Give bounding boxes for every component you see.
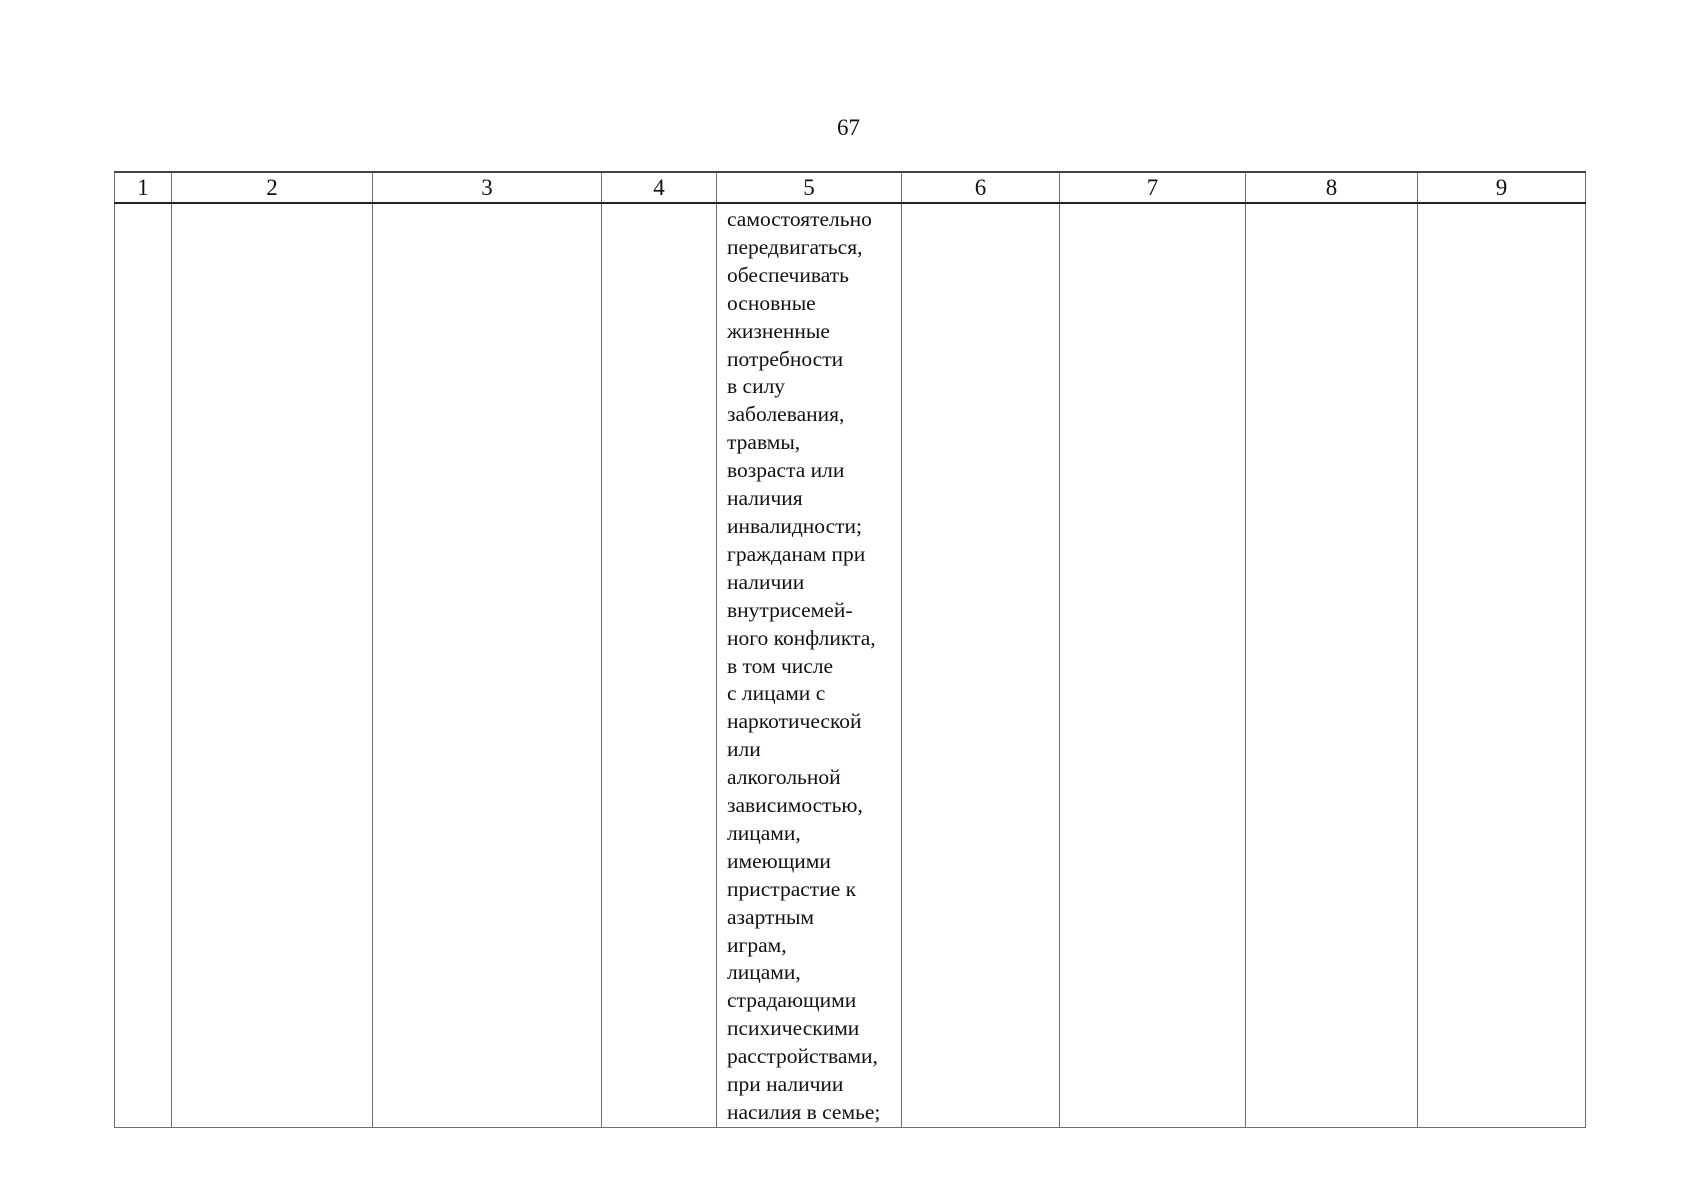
cell-text-line: психическими <box>727 1016 860 1041</box>
cell-text-line: травмы, <box>727 430 801 455</box>
cell-text-line: обеспечивать <box>727 262 849 287</box>
cell-text-line: азартным <box>727 904 814 929</box>
cell-text-line: инвалидности; <box>727 513 862 538</box>
cell-col-9 <box>1418 203 1586 1127</box>
cell-col-3 <box>373 203 602 1127</box>
cell-text-line: в силу <box>727 374 786 399</box>
cell-text-line: пристрастие к <box>727 876 857 901</box>
cell-text-line: наличия <box>727 486 803 511</box>
column-header-4: 4 <box>602 172 717 203</box>
cell-text-line: зависимостью, <box>727 793 863 818</box>
page-number: 67 <box>837 115 860 140</box>
cell-col-4 <box>602 203 717 1127</box>
document-table <box>114 171 1586 1128</box>
cell-text-line: жизненные <box>727 318 830 343</box>
cell-text-line: лицами, <box>727 820 801 845</box>
column-header-6: 6 <box>902 172 1060 203</box>
column-header-7: 7 <box>1060 172 1246 203</box>
cell-text-line: наличии <box>727 569 805 594</box>
cell-text-line: возраста или <box>727 458 845 483</box>
cell-text-line: насилия в семье; <box>727 1100 881 1124</box>
cell-text-line: при наличии <box>727 1072 844 1097</box>
table-header <box>115 172 1586 203</box>
column-header-3: 3 <box>373 172 602 203</box>
cell-col-6 <box>902 203 1060 1127</box>
cell-col-5 <box>717 203 902 1127</box>
cell-text-line: расстройствами, <box>727 1044 878 1069</box>
table-row <box>115 203 1586 1127</box>
cell-text-line: лицами, <box>727 960 801 985</box>
cell-col-2 <box>172 203 373 1127</box>
header-row <box>115 172 1586 203</box>
cell-text-line: внутрисемей- <box>727 597 853 622</box>
cell-text-line: самостоятельно <box>727 207 872 231</box>
cell-col-8 <box>1246 203 1418 1127</box>
cell-text-line: ного конфликта, <box>727 625 876 650</box>
column-header-5: 5 <box>717 172 902 203</box>
cell-text-line: имеющими <box>727 848 831 873</box>
column-header-8: 8 <box>1246 172 1418 203</box>
cell-text-line: в том числе <box>727 653 834 678</box>
cell-text-line: алкогольной <box>727 765 841 790</box>
column-header-1: 1 <box>115 172 172 203</box>
cell-text-line: с лицами с <box>727 681 826 706</box>
cell-text-line: заболевания, <box>727 402 845 427</box>
column-header-2: 2 <box>172 172 373 203</box>
cell-text-line: играм, <box>727 932 787 957</box>
cell-text-line: или <box>727 737 761 762</box>
cell-text-line: основные <box>727 290 816 315</box>
cell-text-line: потребности <box>727 346 844 371</box>
cell-text-line: наркотической <box>727 709 862 734</box>
cell-text-line: передвигаться, <box>727 234 863 259</box>
cell-col-7 <box>1060 203 1246 1127</box>
cell-text-line: гражданам при <box>727 541 866 566</box>
column-header-9: 9 <box>1418 172 1586 203</box>
cell-col-1 <box>115 203 172 1127</box>
cell-col-5-text <box>717 204 901 1127</box>
cell-text-line: страдающими <box>727 988 857 1013</box>
